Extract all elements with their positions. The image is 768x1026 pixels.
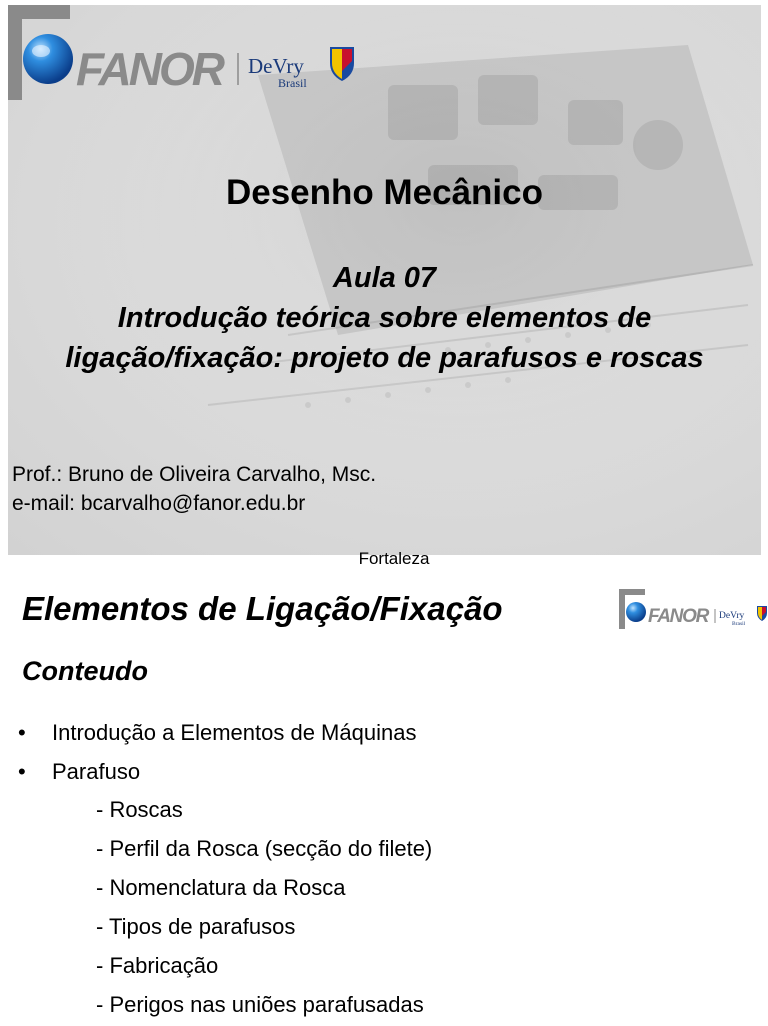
professor-email: e-mail: bcarvalho@fanor.edu.br <box>12 492 306 515</box>
title-slide <box>8 5 761 555</box>
content-slide-title: Elementos de Ligação/Fixação <box>22 590 503 627</box>
slide-subtitle <box>8 258 761 378</box>
sub-item: - Fabricação <box>96 953 219 978</box>
logo-partner-text: DeVry <box>248 54 304 78</box>
section-heading: Conteudo <box>22 656 148 686</box>
devry-shield-icon <box>330 47 354 81</box>
logo-brand-text: FANOR <box>76 43 222 95</box>
small-logo-partner-text: DeVry <box>719 611 745 621</box>
subtitle-line-1: Introdução teórica sobre elementos de <box>117 302 652 334</box>
sub-item: - Nomenclatura da Rosca <box>96 875 346 900</box>
lesson-number: Aula 07 <box>332 262 437 294</box>
bullet-marker: • <box>18 759 26 784</box>
author-block <box>12 460 376 518</box>
logo-partner-sub-text: Brasil <box>278 76 307 90</box>
slide-title: Desenho Mecânico <box>225 173 544 212</box>
sub-item: - Tipos de parafusos <box>96 914 296 939</box>
small-devry-shield-icon <box>757 606 767 621</box>
fanor-devry-logo <box>8 5 368 105</box>
small-logo-partner-sub-text: Brasil <box>732 621 746 627</box>
sub-item: - Perfil da Rosca (secção do filete) <box>96 836 433 861</box>
professor-name: Prof.: Bruno de Oliveira Carvalho, Msc. <box>12 463 377 486</box>
small-logo-brand-text: FANOR <box>648 606 709 627</box>
location-caption: Fortaleza <box>358 549 430 568</box>
bullet-text: Introdução a Elementos de Máquinas <box>52 720 417 745</box>
subtitle-line-2: ligação/fixação: projeto de parafusos e roscas <box>65 342 704 374</box>
sub-item: - Roscas <box>96 797 183 822</box>
bullet-text: Parafuso <box>52 759 141 784</box>
fanor-devry-logo-small <box>619 589 768 631</box>
sub-item-list <box>96 792 432 1026</box>
bullet-marker: • <box>18 720 26 745</box>
sub-item: - Perigos nas uniões parafusadas <box>96 992 424 1017</box>
